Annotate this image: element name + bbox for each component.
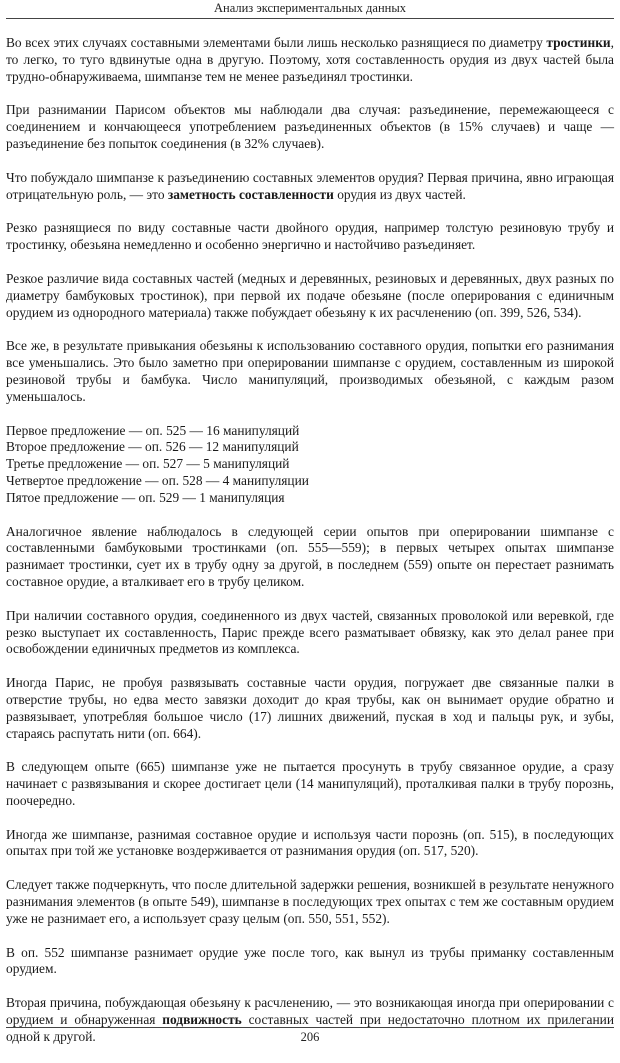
list-item: Первое предложение — оп. 525 — 16 манипуляций bbox=[6, 422, 300, 438]
emphasis-zametnost: заметность составленности bbox=[167, 186, 334, 202]
paragraph-6: Все же, в результате привыкания обезьяны к использованию составного орудия, попытки его разнимания все уменьшались. Это было заметно при оперировании шимпанзе с орудием, составленным из широкой резиновой трубы и бамбука. Число манипуляций, производимых обезьяной, с каждым разом уменьшалось. bbox=[6, 338, 614, 404]
paragraph-1-text-c: , то легко, то туго вдвинутые одна в другую. Поэтому, хотя составленность орудия из двух частей была трудно-обнаруживаема, шимпанзе тем не менее разъединял тростинки. bbox=[6, 35, 614, 84]
emphasis-trostinki: тростинки bbox=[546, 35, 611, 50]
header-rule bbox=[6, 18, 614, 19]
paragraph-1-text-a: Во всех этих случаях составными элементами были лишь несколько разнящиеся по диаметру bbox=[6, 35, 547, 50]
paragraph-3-text-c: орудия из двух частей. bbox=[333, 186, 466, 202]
paragraph-3 bbox=[6, 170, 614, 204]
paragraph-7: Аналогичное явление наблюдалось в следующей серии опытов при оперировании шимпанзе с составленными бамбуковыми тростинками (оп. 555—559); в первых четырех опытах шимпанзе разнимает тростинки, сует их в трубу одну за другой, в последнем (559) опыте он перестает разнимать составное орудие, а вталкивает его в трубу целиком. bbox=[6, 523, 614, 589]
paragraph-9: Иногда Парис, не пробуя развязывать составные части орудия, погружает две связанные палки в отверстие трубы, но едва место завязки доходит до края трубы, как он вынимает орудие обратно и развязывает, употребляя большое число (17) лишних движений, пуская в ход и пальцы рук, и зубы, стараясь распутать нити (оп. 664). bbox=[6, 675, 614, 741]
list-item: Пятое предложение — оп. 529 — 1 манипуляция bbox=[6, 489, 285, 505]
footer-rule bbox=[6, 1027, 614, 1028]
paragraph-14-text-a: Вторая причина, побуждающая обезьяну к расчленению, — это возникающая иногда при оперировании с орудием и обнаруженная bbox=[6, 995, 614, 1028]
page-number: 206 bbox=[300, 1030, 320, 1044]
paragraph-11: Иногда же шимпанзе, разнимая составное орудие и используя части порознь (оп. 515), в последующих опытах при той же установке воздерживается от разнимания орудия (оп. 517, 520). bbox=[6, 826, 614, 859]
body-text bbox=[6, 35, 614, 1063]
paragraph-14-text-c: составных частей при недостаточно плотном их прилегании одной к другой. bbox=[6, 1012, 614, 1044]
emphasis-podvizhnost: подвижность bbox=[162, 1012, 242, 1028]
paragraph-3-text-a: Что побуждало шимпанзе к разъединению составных элементов орудия? Первая причина, явно играющая отрицательную роль, — это bbox=[6, 169, 614, 202]
list-item: Четвертое предложение — оп. 528 — 4 манипуляции bbox=[6, 472, 309, 488]
paragraph-8: При наличии составного орудия, соединенного из двух частей, связанных проволокой или веревкой, где резко выступает их составленность, Парис прежде всего разматывает обвязку, как это делал ранее при освобождении единичных предметов из комплекса. bbox=[6, 607, 614, 657]
paragraph-13: В оп. 552 шимпанзе разнимает орудие уже после того, как вынул из трубы приманку составленным орудием. bbox=[6, 944, 614, 977]
paragraph-4: Резко разнящиеся по виду составные части двойного орудия, например толстую резиновую трубу и тростинку, обезьяна немедленно и особенно энергично и настойчиво разъединяет. bbox=[6, 220, 614, 253]
list-item: Второе предложение — оп. 526 — 12 манипуляций bbox=[6, 439, 299, 455]
list-item: Третье предложение — оп. 527 — 5 манипуляций bbox=[6, 456, 290, 472]
paragraph-5: Резкое различие вида составных частей (медных и деревянных, резиновых и деревянных, двух разных по диаметру бамбуковых тростинок), при первой их подаче обезьяне (после оперирования с единичным орудием из однородного материала) также побуждает обезьяну к их расчленению (оп. 399, 526, 534). bbox=[6, 270, 614, 320]
paragraph-12: Следует также подчеркнуть, что после длительной задержки решения, возникшей в результате ненужного разнимания элементов (в опыте 549), шимпанзе в последующих трех опытах с тем же составным орудием уже не разнимает его, а использует сразу целым (оп. 550, 551, 552). bbox=[6, 877, 614, 926]
paragraph-1 bbox=[6, 35, 614, 85]
paragraph-2: При разнимании Парисом объектов мы наблюдали два случая: разъединение, перемежающееся с соединением и кончающееся употреблением разъединенных объектов (в 15% случаев) и чаще — разъединение без попыток соединения (в 32% случаев). bbox=[6, 102, 614, 151]
running-head: Анализ экспериментальных данных bbox=[214, 1, 406, 15]
paragraph-10: В следующем опыте (665) шимпанзе уже не пытается просунуть в трубу связанное орудие, а сразу начинает с развязывания и скорее достигает цели (14 манипуляций), проталкивая палки в трубу порознь, поочередно. bbox=[6, 759, 614, 808]
